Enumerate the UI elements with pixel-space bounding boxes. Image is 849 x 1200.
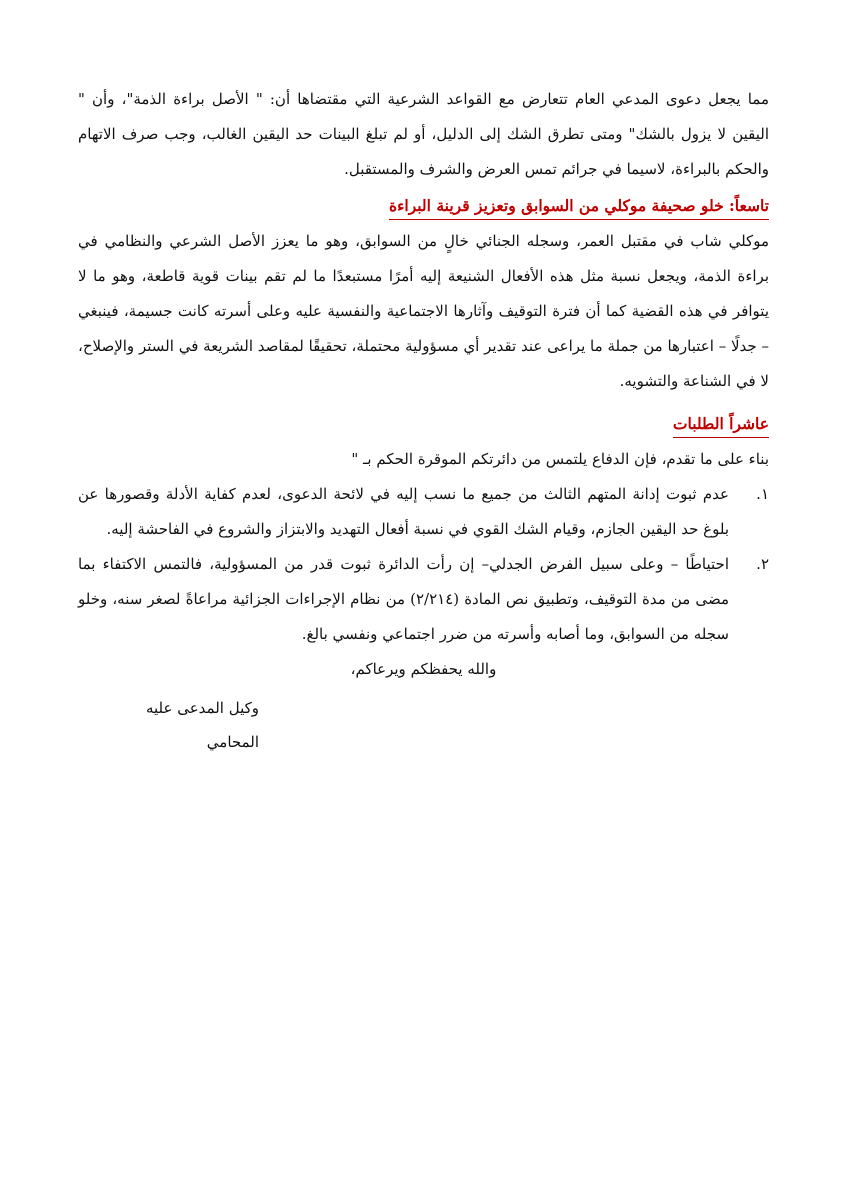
requests-intro: بناء على ما تقدم، فإن الدفاع يلتمس من دائرتكم الموقرة الحكم بـ " (351, 450, 769, 468)
section-9-heading: تاسعاً: خلو صحيفة موكلي من السوابق وتعزيز قرينة البراءة (389, 195, 769, 220)
signature-block (78, 691, 259, 759)
request-text: عدم ثبوت إدانة المتهم الثالث من جميع ما نسب إليه في لائحة الدعوى، لعدم كفاية الأدلة وقصورها عن بلوغ حد اليقين الجازم، وقيام الشك القوي في نسبة أفعال التهديد والابتزاز والشروع في الفاحشة إليه. (78, 485, 729, 538)
requests-list (78, 477, 769, 652)
closing-line: والله يحفظكم ويرعاكم، (350, 660, 497, 678)
signature-role: المحامي (206, 733, 259, 751)
intro-paragraph: مما يجعل دعوى المدعي العام تتعارض مع القواعد الشرعية التي مقتضاها أن: " الأصل براءة الذمة"، وأن " اليقين لا يزول بالشك" ومتى تطرق الشك إلى الدليل، أو لم تبلغ البينات حد اليقين الغالب، وجب صرف الاتهام والحكم بالبراءة، لاسيما في جرائم تمس العرض والشرف والمستقبل. (78, 90, 769, 178)
document-page (78, 82, 769, 759)
request-number: ١. (756, 485, 769, 503)
section-9-heading-wrap (78, 187, 769, 224)
request-item (78, 477, 769, 547)
section-9-paragraph: موكلي شاب في مقتبل العمر، وسجله الجنائي خالٍ من السوابق، وهو ما يعزز الأصل الشرعي والنظامي في براءة الذمة، ويجعل نسبة مثل هذه الأفعال الشنيعة إليه أمرًا مستبعدًا ما لم تقم بينات قوية قاطعة، وهو ما لا يتوافر في هذه القضية كما أن فترة التوقيف وآثارها الاجتماعية والنفسية عليه وعلى أسرته كانت جسيمة، فينبغي – جدلًا – اعتبارها من جملة ما يراعى عند تقدير أي مسؤولية محتملة، تحقيقًا لمقاصد الشريعة في الستر والإصلاح، لا في الشناعة والتشويه. (78, 232, 769, 390)
request-text: احتياطًا – وعلى سبيل الفرض الجدلي– إن رأت الدائرة ثبوت قدر من المسؤولية، فالتمس الاكتفاء بما مضى من مدة التوقيف، وتطبيق نص المادة (٢/٢١٤) من نظام الإجراءات الجزائية مراعاةً لصغر سنه، وخلو سجله من السوابق، وما أصابه وأسرته من ضرر اجتماعي ونفسي بالغ. (78, 555, 729, 643)
request-number: ٢. (756, 555, 769, 573)
section-10-heading-wrap (78, 405, 769, 442)
signature-title: وكيل المدعى عليه (145, 699, 259, 717)
request-item (78, 547, 769, 652)
section-10-heading: عاشراً الطلبات (673, 413, 769, 438)
